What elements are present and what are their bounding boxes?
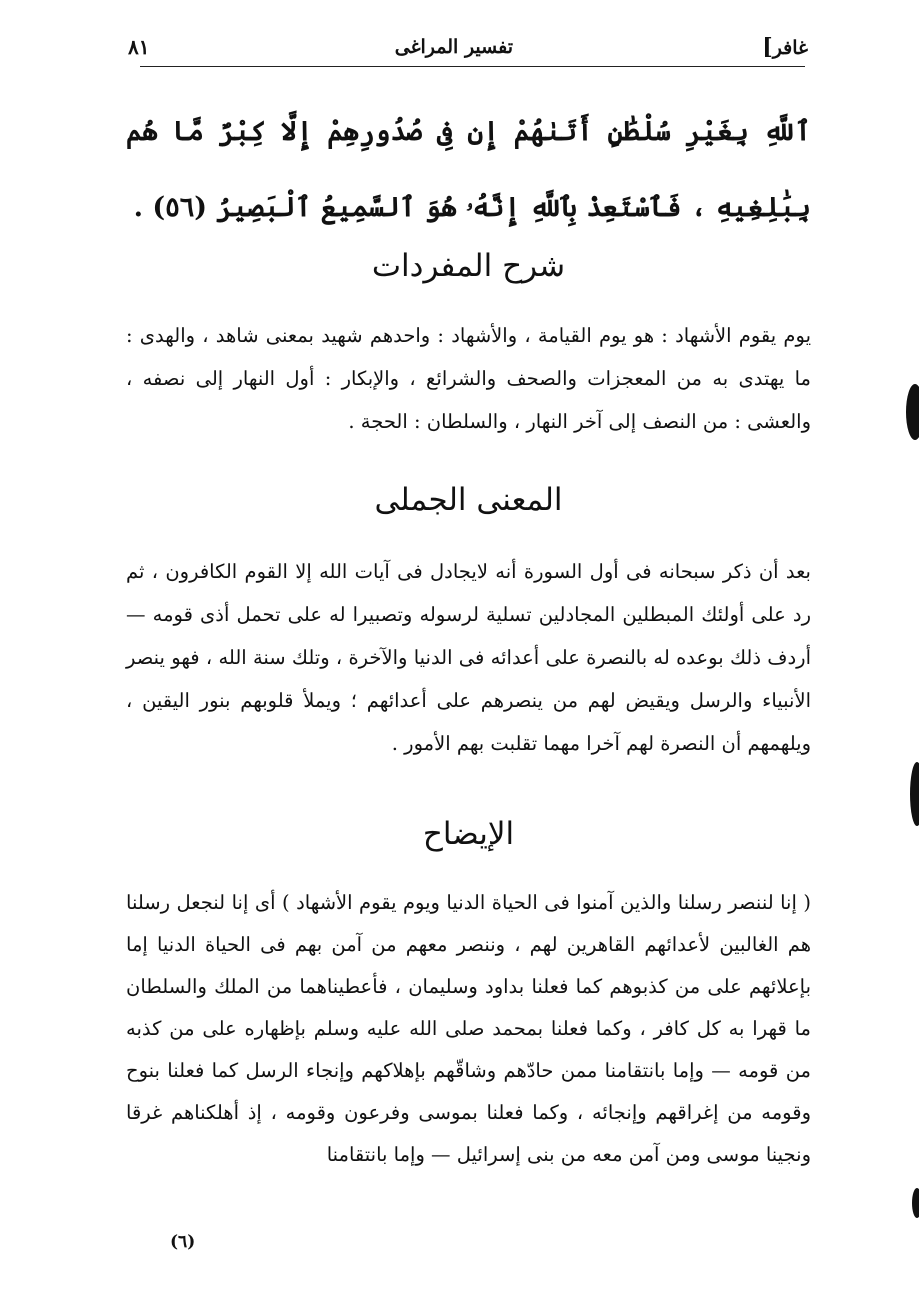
signature-mark: (٦) [170, 1232, 196, 1252]
book-title: تفسير المراغى [394, 36, 514, 58]
quran-verse: ٱللَّهِ بِغَيْرِ سُلْطَٰنٍ أَتَىٰهُمْ إِن فِى صُدُورِهِمْ إِلَّا كِبْرٌ مَّا هُم بِبَٰلِغِيهِ ، فَٱسْتَعِذْ بِٱللَّهِ إِنَّهُۥ هُوَ ٱلسَّمِيعُ ٱلْبَصِيرُ (٥٦) . [126, 116, 811, 223]
section-heading-general-meaning: المعنى الجملى [374, 482, 563, 518]
section-text-explanation: ( إنا لننصر رسلنا والذين آمنوا فى الحياة الدنيا ويوم يقوم الأشهاد ) أى إنا لنجعل رسلنا هم الغالبين لأعدائهم القاهرين لهم ، وننصر معهم من آمن بهم فى الحياة الدنيا إما بإعلائهم على من كذبوهم كما فعلنا بداود وسليمان ، فأعطيناهما من الملك والسلطان ما قهرا به كل كافر ، وكما فعلنا بمحمد صلى الله عليه وسلم بإظهاره على من كذبه من قومه — وإما بانتقامنا ممن حادّهم وشاقّهم بإهلاكهم وإنجاء الرسل كما فعلنا بنوح وقومه من إغراقهم وإنجائه ، وكما فعلنا بموسى وفرعون وقومه ، إذ أهلكناهم غرقا ونجينا موسى ومن آمن معه من بنى إسرائيل — وإما بانتقامنا [126, 891, 811, 1166]
scan-edge-mark [906, 384, 919, 440]
section-heading-vocabulary: شرح المفردات [371, 248, 566, 284]
page-number: ٨١ [128, 35, 150, 59]
section-text-vocabulary: يوم يقوم الأشهاد : هو يوم القيامة ، والأشهاد : واحدهم شهيد بمعنى شاهد ، والهدى : ما يهتدى به من المعجزات والصحف والشرائع ، والإبكار : أول النهار إلى نصفه ، والعشى : من النصف إلى آخر النهار ، والسلطان : الحجة . [126, 324, 811, 433]
scan-edge-mark [910, 762, 919, 826]
header-rule [140, 66, 805, 67]
page-header [128, 30, 808, 64]
section-heading-explanation: الإيضاح [422, 816, 515, 852]
scan-edge-mark [912, 1188, 919, 1218]
section-text-general-meaning: بعد أن ذكر سبحانه فى أول السورة أنه لايجادل فى آيات الله إلا القوم الكافرون ، ثم رد على أولئك المبطلين المجادلين تسلية لرسوله وتصبيرا له على تحمل أذى قومه — أردف ذلك بوعده له بالنصرة على أعدائه فى الدنيا والآخرة ، وتلك سنة الله ، فهو ينصر الأنبياء والرسل ويقيض لهم من ينصرهم على أعدائهم ؛ ويملأ قلوبهم بنور اليقين ، ويلهمهم أن النصرة لهم آخرا مهما تقلبت بهم الأمور . [126, 560, 811, 755]
surah-name: غافر] [762, 34, 808, 60]
